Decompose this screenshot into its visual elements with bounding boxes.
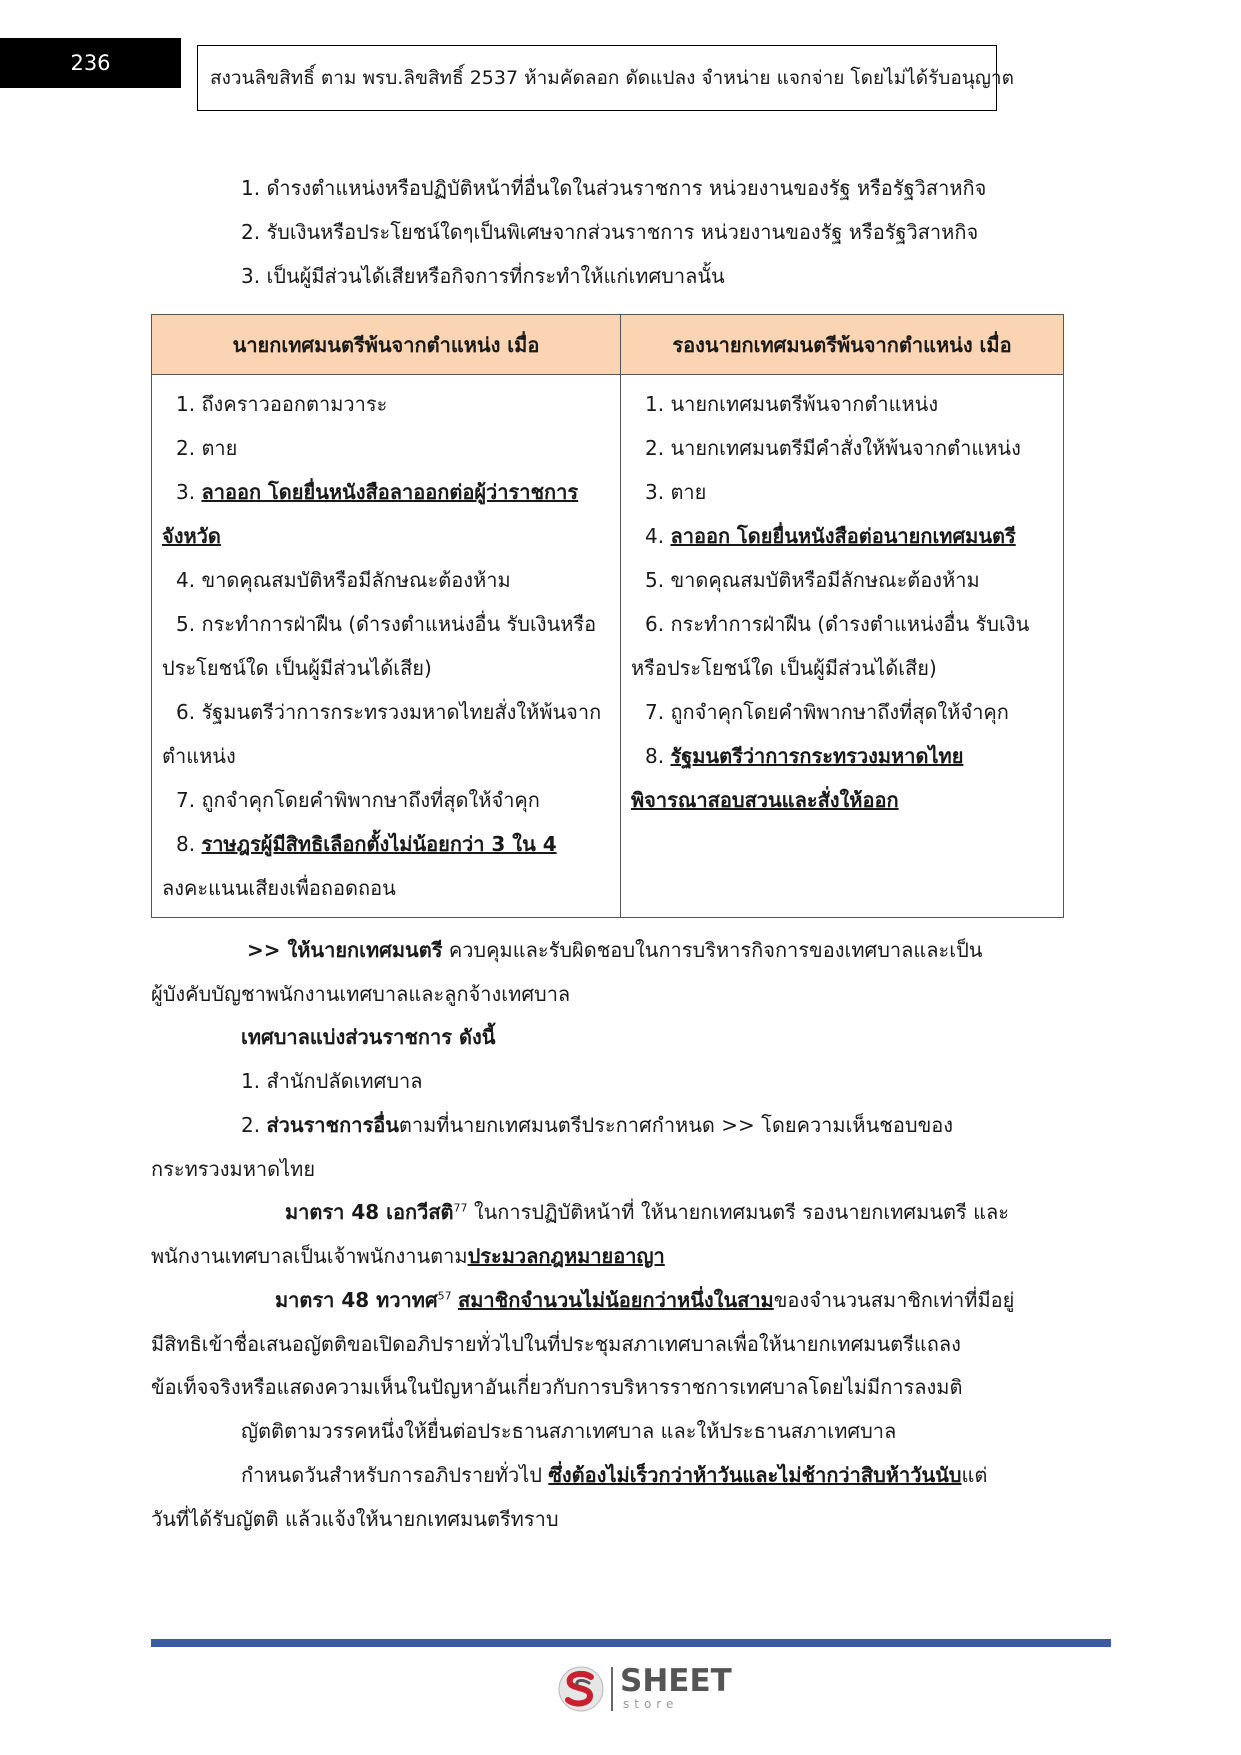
footer-divider (151, 1639, 1111, 1647)
mayor-termination-list (152, 375, 621, 918)
list-item: 7. ถูกจำคุกโดยคำพิพากษาถึงที่สุดให้จำคุก (176, 788, 540, 812)
list-item: 8. รัฐมนตรีว่าการกระทรวงมหาดไทย (645, 744, 964, 768)
list-item-continuation: ลงคะแนนเสียงเพื่อถอดถอน (162, 876, 396, 900)
list-item: 5. กระทำการฝ่าฝืน (ดำรงตำแหน่งอื่น รับเงินหรือ (176, 612, 597, 636)
list-item: 4. ลาออก โดยยื่นหนังสือต่อนายกเทศมนตรี (645, 524, 1016, 548)
comparison-table (151, 314, 1064, 918)
logo-name: SHEET (620, 1663, 732, 1699)
copyright-notice: สงวนลิขสิทธิ์ ตาม พรบ.ลิขสิทธิ์ 2537 ห้ามคัดลอก ดัดแปลง จำหน่าย แจกจ่าย โดยไม่ได้รับอนุญาต (197, 45, 997, 111)
list-item: 7. ถูกจำคุกโดยคำพิพากษาถึงที่สุดให้จำคุก (645, 700, 1009, 724)
section-48-thawathot: มาตรา 48 ทวาทศ$^{57}$ สมาชิกจำนวนไม่น้อยกว่าหนึ่งในสามของจำนวนสมาชิกเท่าที่มีอยู่ (275, 1288, 1015, 1312)
division-item: 2. ส่วนราชการอื่นตามที่นายกเทศมนตรีประกาศกำหนด >> โดยความเห็นชอบของ (241, 1113, 954, 1137)
intro-item: 2. รับเงินหรือประโยชน์ใดๆเป็นพิเศษจากส่วนราชการ หน่วยงานของรัฐ หรือรัฐวิสาหกิจ (241, 220, 979, 244)
list-item: 8. ราษฎรผู้มีสิทธิเลือกตั้งไม่น้อยกว่า 3 ใน 4 (176, 832, 557, 856)
divisions-heading: เทศบาลแบ่งส่วนราชการ ดังนี้ (241, 1025, 496, 1049)
sheet-store-logo-icon (557, 1665, 605, 1713)
list-item-continuation: ตำแหน่ง (162, 744, 236, 768)
list-item-continuation: หรือประโยชน์ใด เป็นผู้มีส่วนได้เสีย) (631, 656, 937, 680)
division-item: 1. สำนักปลัดเทศบาล (241, 1069, 423, 1093)
list-item: 2. ตาย (176, 436, 238, 460)
deputy-mayor-termination-list (621, 375, 1064, 918)
list-item: 4. ขาดคุณสมบัติหรือมีลักษณะต้องห้าม (176, 568, 511, 592)
division-item-cont: กระทรวงมหาดไทย (151, 1157, 316, 1181)
section-48-ekawisati: มาตรา 48 เอกวีสติ$^{77}$ ในการปฏิบัติหน้าที่ ให้นายกเทศมนตรี รองนายกเทศมนตรี และ (285, 1200, 1009, 1224)
section-48-thawathot-line: วันที่ได้รับญัตติ แล้วแจ้งให้นายกเทศมนตรีทราบ (151, 1507, 559, 1531)
list-item-continuation: พิจารณาสอบสวนและสั่งให้ออก (631, 788, 899, 812)
list-item: 2. นายกเทศมนตรีมีคำสั่งให้พ้นจากตำแหน่ง (645, 436, 1021, 460)
list-item: 6. กระทำการฝ่าฝืน (ดำรงตำแหน่งอื่น รับเงิน (645, 612, 1030, 636)
list-item-continuation: จังหวัด (162, 524, 221, 548)
list-item: 1. ถึงคราวออกตามวาระ (176, 392, 388, 416)
intro-item: 1. ดำรงตำแหน่งหรือปฏิบัติหน้าที่อื่นใดในส่วนราชการ หน่วยงานของรัฐ หรือรัฐวิสาหกิจ (241, 176, 987, 200)
logo-separator (611, 1667, 613, 1711)
logo-subtitle: store (623, 1697, 679, 1711)
intro-item: 3. เป็นผู้มีส่วนได้เสียหรือกิจการที่กระทำให้แก่เทศบาลนั้น (241, 264, 725, 288)
list-item: 6. รัฐมนตรีว่าการกระทรวงมหาดไทยสั่งให้พ้นจาก (176, 700, 602, 724)
table-header-deputy-mayor: รองนายกเทศมนตรีพ้นจากตำแหน่ง เมื่อ (621, 315, 1064, 375)
list-item: 3. ตาย (645, 480, 707, 504)
section-48-thawathot-line: มีสิทธิเข้าชื่อเสนอญัตติขอเปิดอภิปรายทั่วไปในที่ประชุมสภาเทศบาลเพื่อให้นายกเทศมนตรีแถลง (151, 1332, 961, 1356)
list-item-continuation: ประโยชน์ใด เป็นผู้มีส่วนได้เสีย) (162, 656, 432, 680)
section-48-thawathot-line: ข้อเท็จจริงหรือแสดงความเห็นในปัญหาอันเกี่ยวกับการบริหารราชการเทศบาลโดยไม่มีการลงมติ (151, 1375, 963, 1399)
mayor-duty-paragraph: >> ให้นายกเทศมนตรี ควบคุมและรับผิดชอบในการบริหารกิจการของเทศบาลและเป็น (247, 938, 983, 962)
list-item: 3. ลาออก โดยยื่นหนังสือลาออกต่อผู้ว่าราชการ (176, 480, 579, 504)
list-item: 5. ขาดคุณสมบัติหรือมีลักษณะต้องห้าม (645, 568, 980, 592)
section-48-thawathot-line: ญัตติตามวรรคหนึ่งให้ยื่นต่อประธานสภาเทศบาล และให้ประธานสภาเทศบาล (241, 1419, 897, 1443)
list-item: 1. นายกเทศมนตรีพ้นจากตำแหน่ง (645, 392, 939, 416)
mayor-duty-paragraph-cont: ผู้บังคับบัญชาพนักงานเทศบาลและลูกจ้างเทศบาล (151, 982, 571, 1006)
section-48-ekawisati-cont: พนักงานเทศบาลเป็นเจ้าพนักงานตามประมวลกฎหมายอาญา (151, 1244, 665, 1268)
table-header-mayor: นายกเทศมนตรีพ้นจากตำแหน่ง เมื่อ (152, 315, 621, 375)
section-48-thawathot-line: กำหนดวันสำหรับการอภิปรายทั่วไป ซึ่งต้องไม่เร็วกว่าห้าวันและไม่ช้ากว่าสิบห้าวันนับแต่ (241, 1463, 988, 1487)
page-number: 236 (0, 38, 181, 88)
